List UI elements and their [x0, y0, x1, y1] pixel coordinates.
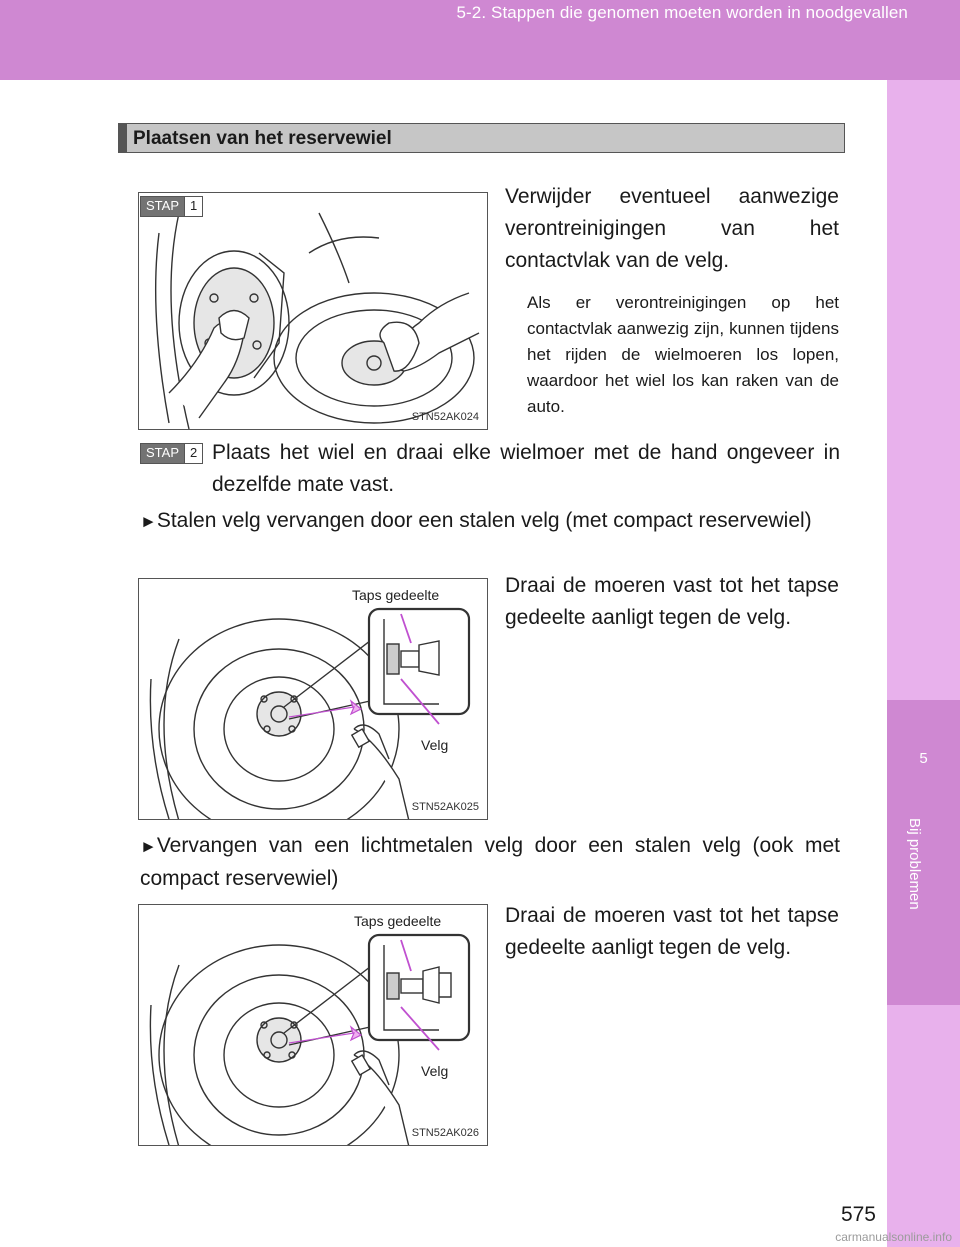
- rim-label: Velg: [421, 737, 449, 753]
- step-number: 1: [184, 197, 202, 216]
- chapter-side-tab[interactable]: [887, 700, 960, 1005]
- bullet-marker: ►: [140, 837, 157, 856]
- bullet-1-instruction: Draai de moeren vast tot het tapse gedeelte aanligt tegen de velg.: [505, 574, 839, 629]
- step-2-badge: [140, 443, 203, 464]
- section-header-bar: [119, 124, 127, 152]
- section-title: Plaatsen van het reservewiel: [133, 128, 392, 149]
- chapter-header: 5-2. Stappen die genomen moeten worden in noodgevallen: [456, 3, 908, 22]
- alloy-to-steel-illustration: [139, 905, 488, 1146]
- step-1-text: Verwijder eventueel aanwezige verontreinigingen van het contactvlak van de velg.: [505, 185, 839, 272]
- figure-steel-rim: [138, 578, 488, 820]
- taper-label: Taps gedeelte: [352, 587, 440, 603]
- rim-label: Velg: [421, 1063, 449, 1079]
- figure-alloy-to-steel: [138, 904, 488, 1146]
- taper-label: Taps gedeelte: [354, 913, 442, 929]
- step-1-badge: [140, 196, 203, 217]
- steel-rim-illustration: [139, 579, 488, 820]
- step-number: 2: [184, 444, 202, 463]
- bullet-1: [140, 505, 840, 538]
- chapter-label: Bij problemen: [906, 818, 923, 910]
- figure-code: STN52AK025: [411, 801, 479, 813]
- step-2-text: Plaats het wiel en draai elke wielmoer met de hand ongeveer in dezelfde mate vast.: [212, 441, 840, 496]
- side-margin-band: [887, 80, 960, 1247]
- step-word: STAP: [141, 197, 184, 216]
- bullet-2: [140, 830, 840, 895]
- step-word: STAP: [141, 444, 184, 463]
- step-1-note: Als er verontreinigingen op het contactvlak aanwezig zijn, kunnen tijdens het rijden de wielmoeren los lopen, waardoor het wiel los kan raken van de auto.: [527, 293, 839, 416]
- chapter-number: 5: [919, 750, 928, 767]
- section-header: [118, 123, 845, 153]
- bullet-2-instruction: Draai de moeren vast tot het tapse gedeelte aanligt tegen de velg.: [505, 904, 839, 959]
- bullet-text: Vervangen van een lichtmetalen velg door een stalen velg (ook met compact reservewiel): [140, 834, 840, 890]
- bullet-text: Stalen velg vervangen door een stalen velg (met compact reservewiel): [156, 509, 812, 532]
- figure-clean-hub: [138, 192, 488, 430]
- bullet-marker: ►: [140, 512, 157, 531]
- hub-cleaning-illustration: [139, 193, 488, 430]
- figure-code: STN52AK024: [411, 411, 479, 423]
- page-number: 575: [840, 1203, 876, 1226]
- figure-code: STN52AK026: [411, 1127, 479, 1139]
- watermark: carmanualsonline.info: [835, 1230, 952, 1244]
